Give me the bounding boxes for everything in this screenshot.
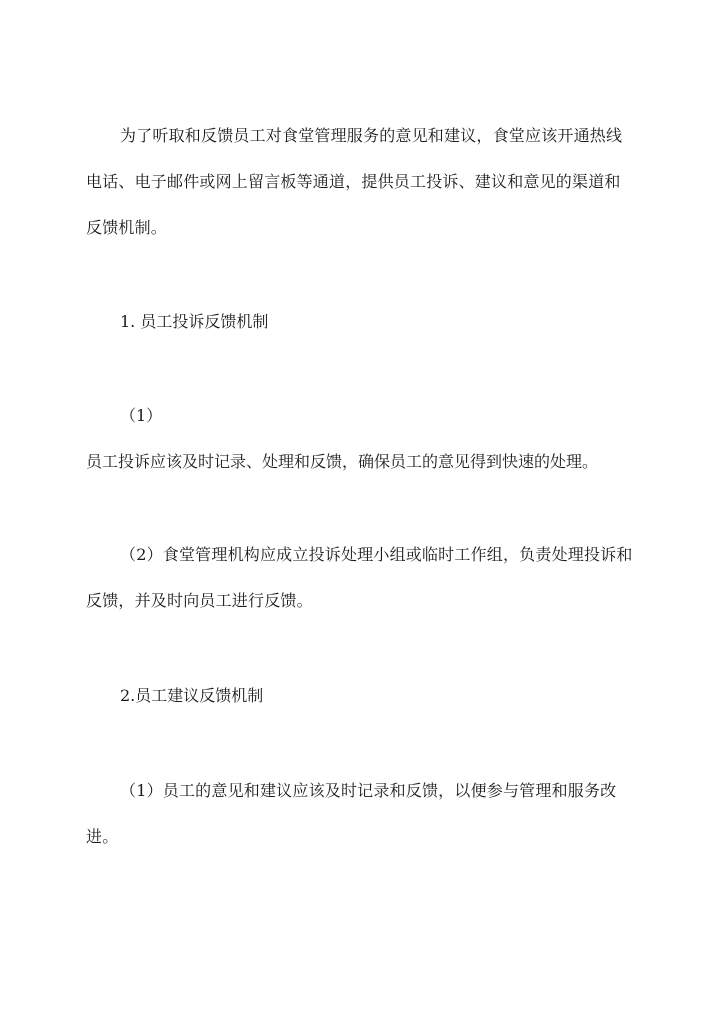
- section2-item1-text: （1）员工的意见和建议应该及时记录和反馈，以便参与管理和服务改进。: [86, 781, 617, 846]
- section1-item1-text: 员工投诉应该及时记录、处理和反馈，确保员工的意见得到快速的处理。: [86, 452, 599, 471]
- section2-heading: 2.员工建议反馈机制: [120, 686, 264, 705]
- section1-item2-text: （2）食堂管理机构应成立投诉处理小组或临时工作组，负责处理投诉和反馈，并及时向员工进行反馈。: [86, 545, 633, 610]
- section1-heading: 1. 员工投诉反馈机制: [120, 312, 269, 331]
- section1-item1-label: （1）: [120, 406, 163, 425]
- intro-paragraph: 为了听取和反馈员工对食堂管理服务的意见和建议，食堂应该开通热线电话、电子邮件或网上留言板等通道，提供员工投诉、建议和意见的渠道和反馈机制。: [86, 126, 623, 237]
